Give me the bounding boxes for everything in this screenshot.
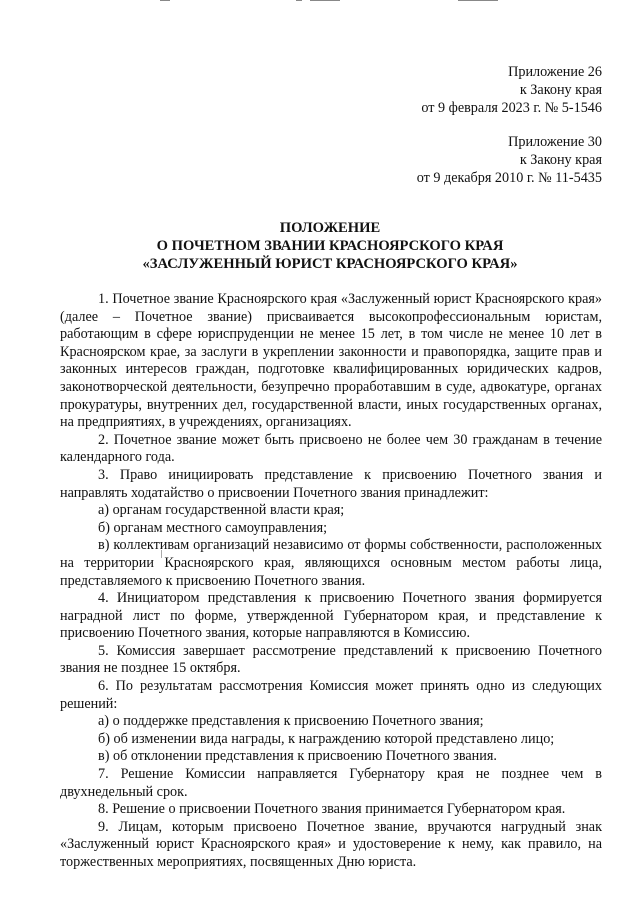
paragraph-2: 2. Почетное звание может быть присвоено не более чем 30 гражданам в течение календарного года. bbox=[60, 431, 602, 466]
appendix-26-number: Приложение 26 bbox=[508, 64, 602, 80]
appendix-26-block bbox=[421, 63, 602, 117]
paragraph-8: 8. Решение о присвоении Почетного звания принимается Губернатором края. bbox=[98, 801, 566, 818]
paragraph-6c: в) об отклонении представления к присвоению Почетного звания. bbox=[98, 748, 497, 765]
scan-artifact-mark bbox=[296, 0, 302, 1]
paragraph-3c: в) коллективам организаций независимо от формы собственности, расположенных на территории Красноярского края, являющихся основным местом работы лица, представляемого к присвоению Почетного звания. bbox=[60, 537, 602, 589]
appendix-26-date: от 9 февраля 2023 г. № 5-1546 bbox=[421, 100, 602, 116]
paragraph-6b: б) об изменении вида награды, к награждению которой представлено лицо; bbox=[98, 730, 555, 747]
title-line-3: «ЗАСЛУЖЕННЫЙ ЮРИСТ КРАСНОЯРСКОГО КРАЯ» bbox=[142, 256, 518, 272]
document-body bbox=[60, 291, 602, 872]
appendix-30-law-ref: к Закону края bbox=[519, 152, 602, 168]
paragraph-6a: а) о поддержке представления к присвоению Почетного звания; bbox=[98, 713, 484, 730]
title-line-2: О ПОЧЕТНОМ ЗВАНИИ КРАСНОЯРСКОГО КРАЯ bbox=[156, 238, 504, 254]
paragraph-9: 9. Лицам, которым присвоено Почетное звание, вручаются нагрудный знак «Заслуженный юрист Красноярского края» и удостоверение к нему, как правило, на торжественных мероприятиях, посвященных Дню юриста. bbox=[60, 818, 602, 870]
paragraph-3a: а) органам государственной власти края; bbox=[98, 502, 345, 519]
title-line-1: ПОЛОЖЕНИЕ bbox=[279, 220, 381, 236]
paragraph-3: 3. Право инициировать представление к присвоению Почетного звания и направлять ходатайство о присвоении Почетного звания принадлежит: bbox=[60, 466, 602, 501]
scan-artifact-mark bbox=[160, 0, 170, 1]
paragraph-5: 5. Комиссия завершает рассмотрение представлений к присвоению Почетного звания не позднее 15 октября. bbox=[60, 642, 602, 677]
paragraph-3b: б) органам местного самоуправления; bbox=[98, 519, 328, 536]
paragraph-6: 6. По результатам рассмотрения Комиссия может принять одно из следующих решений: bbox=[60, 678, 602, 712]
document-title bbox=[60, 219, 600, 273]
appendix-30-date: от 9 декабря 2010 г. № 11-5435 bbox=[416, 170, 602, 186]
paragraph-4: 4. Инициатором представления к присвоению Почетного звания формируется наградной лист по форме, утвержденной Губернатором края, и представление к присвоению Почетного звания, которые направляются в Комиссию. bbox=[60, 590, 602, 642]
scan-artifact-mark bbox=[458, 0, 498, 1]
appendix-30-number: Приложение 30 bbox=[508, 134, 602, 150]
appendix-30-block bbox=[417, 133, 602, 187]
paragraph-7: 7. Решение Комиссии направляется Губернатору края не позднее чем в двухнедельный срок. bbox=[60, 766, 602, 800]
appendix-26-law-ref: к Закону края bbox=[519, 82, 602, 98]
scan-artifact-mark bbox=[310, 0, 340, 1]
paragraph-1: 1. Почетное звание Красноярского края «Заслуженный юрист Красноярского края» (далее – Почетное звание) присваивается высокопрофессиональным юристам, работающим в сфере юриспруденции не менее 15 лет, в том числе не менее 10 лет в Красноярском крае, за заслуги в укреплении законности и правопорядка, защите прав и законных интересов граждан, подготовке квалифицированных юридических кадров, законотворческой деятельности, безупречно проработавшим в суде, адвокатуре, органах прокуратуры, внутренних дел, государственной власти, иных государственных органах, на предприятиях, в учреждениях, организациях. bbox=[60, 291, 602, 431]
